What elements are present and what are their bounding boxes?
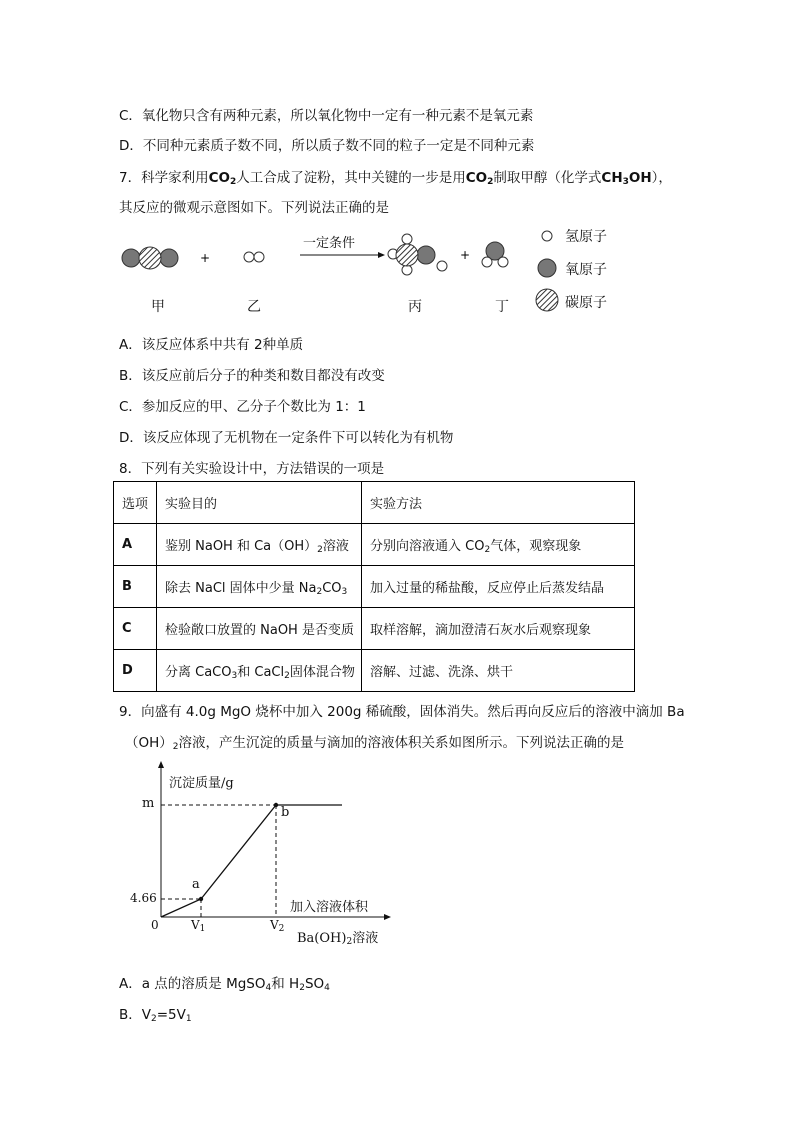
reaction-diagram	[110, 222, 630, 322]
reaction-arrow	[300, 252, 385, 258]
legend-carbon-label: 碳原子	[565, 295, 607, 311]
q6-option-c: C．氧化物只含有两种元素，所以氧化物中一定有一种元素不是氧元素	[119, 108, 534, 124]
precipitate-graph	[130, 760, 400, 954]
plus-sign-2: +	[460, 248, 471, 262]
h2o-molecule	[482, 242, 508, 267]
label-jia: 甲	[151, 299, 165, 315]
h2-molecule	[244, 252, 264, 262]
legend-oxygen-label: 氧原子	[565, 262, 607, 278]
experiment-table	[113, 481, 635, 692]
x-tick-v2: $V_2$	[270, 918, 285, 934]
point-a	[199, 897, 203, 901]
header-method: 实验方法	[362, 482, 635, 524]
legend-hydrogen-label: 氢原子	[565, 229, 607, 245]
label-bing: 丙	[408, 299, 422, 315]
legend-hydrogen	[542, 231, 552, 241]
row-option: B	[114, 566, 157, 608]
q9-stem-line1: 9．向盛有 4.0g MgO 烧杯中加入 200g 稀硫酸，固体消失。然后再向反应后的溶液中滴加 Ba	[119, 704, 685, 720]
x-axis-label: 加入溶液体积	[290, 900, 369, 915]
q9-option-a: A．a 点的溶质是 MgSO$_4$和 $H_2SO_4$	[119, 976, 330, 993]
y-axis-label: 沉淀质量/g	[169, 776, 234, 791]
y-tick-m: m	[142, 796, 155, 811]
table-header-row	[114, 482, 635, 524]
row-method: 加入过量的稀盐酸，反应停止后蒸发结晶	[362, 566, 635, 608]
legend-oxygen	[538, 259, 556, 277]
q7-option-d: D．该反应体现了无机物在一定条件下可以转化为有机物	[119, 430, 454, 446]
header-option: 选项	[114, 482, 157, 524]
row-goal: 分离 CaCO$_3$和 CaCl$_2$固体混合物	[157, 650, 362, 692]
row-method: 取样溶解，滴加澄清石灰水后观察现象	[362, 608, 635, 650]
table-row	[114, 650, 635, 692]
condition-label: 一定条件	[303, 236, 356, 251]
q6-option-d: D．不同种元素质子数不同，所以质子数不同的粒子一定是不同种元素	[119, 138, 535, 154]
q7-option-a: A．该反应体系中共有 2种单质	[119, 337, 304, 353]
co2-molecule	[122, 247, 178, 269]
row-option: D	[114, 650, 157, 692]
x-axis-arrow	[384, 914, 391, 920]
origin-label: 0	[151, 918, 159, 932]
row-option: C	[114, 608, 157, 650]
reaction-svg	[110, 222, 630, 322]
label-ding: 丁	[495, 299, 509, 315]
row-method: 溶解、过滤、洗涤、烘干	[362, 650, 635, 692]
table-row	[114, 608, 635, 650]
row-method: 分别向溶液通入 $CO_2$气体，观察现象	[362, 524, 635, 566]
table-row	[114, 566, 635, 608]
point-b	[274, 803, 278, 807]
q7-option-b: B．该反应前后分子的种类和数目都没有改变	[119, 368, 385, 384]
y-tick-466: 4.66	[130, 891, 157, 905]
x-axis-label-2: $Ba(OH)_2$溶液	[297, 931, 379, 947]
plus-sign-1: +	[200, 251, 211, 265]
q9-option-b: B．$V_2=5V_1$	[119, 1007, 192, 1024]
row-goal: 除去 NaCl 固体中少量 $Na_2CO_3$	[157, 566, 362, 608]
x-tick-v1: $V_1$	[191, 918, 206, 934]
y-axis-arrow	[158, 761, 164, 768]
q7-stem-line1: 7．科学家利用$CO_2$人工合成了淀粉，其中关键的一步是用$CO_2$制取甲醇（化学式$CH_3OH$），	[119, 170, 672, 187]
row-goal: 检验敞口放置的 NaOH 是否变质	[157, 608, 362, 650]
q9-stem-line2: $(OH)_2$溶液，产生沉淀的质量与滴加的溶液体积关系如图所示。下列说法正确的是	[125, 735, 625, 752]
q8-stem: 8．下列有关实验设计中，方法错误的一项是	[119, 461, 385, 477]
ch3oh-molecule	[388, 234, 447, 275]
q7-stem-line2: 其反应的微观示意图如下。下列说法正确的是	[119, 200, 389, 216]
point-a-label: a	[192, 877, 200, 892]
row-option: A	[114, 524, 157, 566]
table-row	[114, 524, 635, 566]
q7-option-c: C．参加反应的甲、乙分子个数比为 1：1	[119, 399, 366, 415]
legend-carbon	[536, 289, 558, 311]
label-yi: 乙	[247, 299, 261, 315]
row-goal: 鉴别 NaOH 和 $Ca(OH)_2$溶液	[157, 524, 362, 566]
point-b-label: b	[281, 805, 290, 820]
header-goal: 实验目的	[157, 482, 362, 524]
